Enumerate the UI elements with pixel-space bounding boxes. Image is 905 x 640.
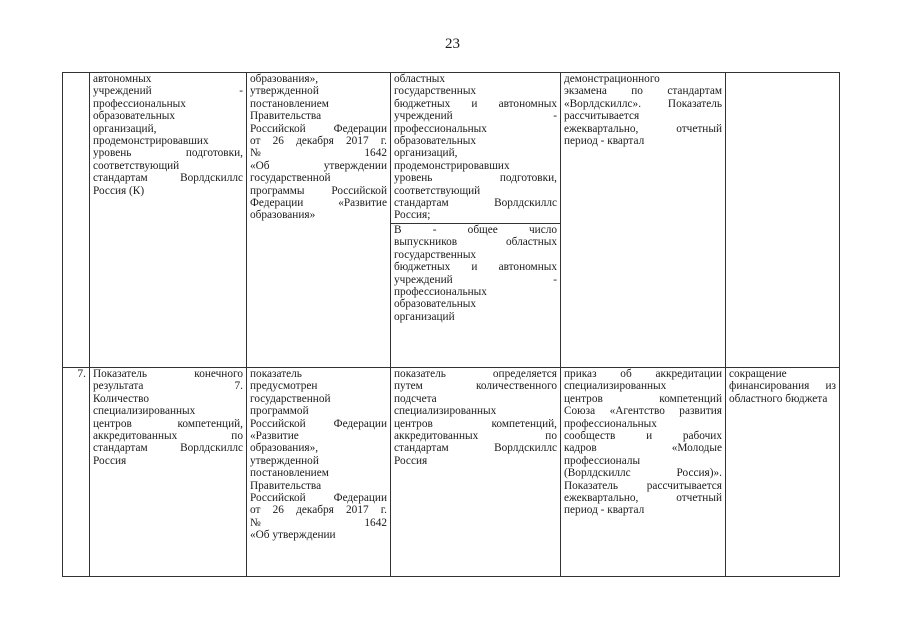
text-line: Российской Федерации (250, 417, 387, 430)
indicator-cell (90, 73, 247, 368)
text-line: постановлением (250, 97, 329, 110)
source-cell (247, 73, 391, 368)
text-line: продемонстрировавших (394, 159, 510, 172)
text-line: показатель (250, 368, 302, 380)
text-line: бюджетных и автономных (394, 261, 557, 274)
table-row (63, 368, 840, 577)
row-number: 7. (63, 368, 90, 577)
text-line: период - квартал (564, 504, 645, 517)
text-line: предусмотрен (250, 380, 318, 393)
text-line: центров компетенций (564, 392, 722, 405)
text-line: учреждений - (394, 273, 557, 286)
method-cell (391, 368, 561, 577)
text-line: Показатель рассчитывается (564, 479, 722, 492)
text-line: экзамена по стандартам (564, 85, 722, 98)
indicators-table (62, 72, 840, 577)
text-line: Россия; (394, 209, 431, 222)
text-line: аккредитованных по (394, 430, 557, 443)
text-line: кадров «Молодые (564, 442, 722, 455)
text-line: Количество (93, 392, 149, 405)
text-line: соответствующий (394, 184, 481, 197)
text-line: Федерации «Развитие (250, 197, 387, 210)
text-line: учреждений - (93, 85, 243, 98)
data-source-cell (561, 368, 726, 577)
text-line: программой (250, 405, 309, 418)
risk-cell (726, 368, 840, 577)
text-line: «Ворлдскиллс». Показатель (564, 97, 722, 110)
text-line: образования» (250, 209, 316, 222)
text-line: стандартам Ворлдскиллс (93, 172, 243, 185)
text-line: образования», (250, 73, 319, 85)
text-line: организаций (394, 310, 455, 323)
text-line: ежеквартально, отчетный (564, 122, 722, 135)
text-line: организаций, (394, 147, 458, 160)
text-line: от 26 декабря 2017 г. (250, 135, 387, 148)
text-line: В - общее число (394, 223, 557, 236)
method-main-text (394, 73, 557, 222)
text-line: профессиональных (564, 417, 657, 430)
text-line: утвержденной (250, 454, 319, 467)
text-line: результата 7. (93, 380, 243, 393)
text-line: Российской Федерации (250, 122, 387, 135)
text-line: учреждений - (394, 110, 557, 123)
text-line: центров компетенций, (93, 417, 243, 430)
text-line: стандартам Ворлдскиллс (394, 197, 557, 210)
text-line: образования», (250, 442, 319, 455)
text-line: образовательных (394, 298, 477, 311)
text-line: Россия (К) (93, 184, 145, 197)
text-line: Показатель конечного (93, 368, 243, 380)
text-line: государственной (250, 172, 331, 185)
method-sub-text (391, 223, 560, 323)
text-line: Российской Федерации (250, 492, 387, 505)
text-line: профессиональных (93, 97, 186, 110)
text-line: «Об утверждении (250, 159, 387, 172)
text-line: уровень подготовки, (394, 172, 557, 185)
text-line: «Об утверждении (250, 529, 336, 542)
text-line: ежеквартально, отчетный (564, 492, 722, 505)
risk-cell (726, 73, 840, 368)
text-line: постановлением (250, 467, 329, 480)
text-line: Правительства (250, 479, 322, 492)
text-line: аккредитованных по (93, 430, 243, 443)
text-line: сообществ и рабочих (564, 430, 722, 443)
text-line: государственных (394, 85, 477, 98)
text-line: бюджетных и автономных (394, 97, 557, 110)
text-line: центров компетенций, (394, 417, 557, 430)
text-line: государственных (394, 248, 477, 261)
text-line: программы Российской (250, 184, 387, 197)
text-line: Россия (93, 454, 127, 467)
text-line: Правительства (250, 110, 322, 123)
text-line: образовательных (93, 110, 176, 123)
text-line: уровень подготовки, (93, 147, 243, 160)
text-line: Союза «Агентство развития (564, 405, 722, 418)
text-line: № 1642 (250, 147, 387, 160)
indicator-cell (90, 368, 247, 577)
text-line: показатель определяется (394, 368, 557, 380)
table-row (63, 73, 840, 368)
text-line: областных (394, 73, 446, 85)
text-line: Россия (394, 454, 428, 467)
text-line: профессиональных (394, 285, 487, 298)
text-line: (Ворлдскиллс Россия)». (564, 467, 722, 480)
text-line: подсчета (394, 392, 437, 405)
data-source-cell (561, 73, 726, 368)
text-line: специализированных (564, 380, 667, 393)
source-cell (247, 368, 391, 577)
text-line: выпускников областных (394, 236, 557, 249)
text-line: продемонстрировавших (93, 135, 209, 148)
text-line: приказ об аккредитации (564, 368, 722, 380)
text-line: рассчитывается (564, 110, 640, 123)
text-line: специализированных (93, 405, 196, 418)
text-line: образовательных (394, 135, 477, 148)
text-line: финансирования из (729, 380, 836, 393)
text-line: «Развитие (250, 430, 299, 443)
text-line: период - квартал (564, 135, 645, 148)
text-line: соответствующий (93, 159, 180, 172)
text-line: утвержденной (250, 85, 319, 98)
text-line: государственной (250, 392, 331, 405)
text-line: демонстрационного (564, 73, 660, 85)
text-line: сокращение (729, 368, 787, 380)
row-number (63, 73, 90, 368)
text-line: профессиональных (394, 122, 487, 135)
method-cell (391, 73, 561, 368)
text-line: организаций, (93, 122, 157, 135)
text-line: № 1642 (250, 516, 387, 529)
text-line: стандартам Ворлдскиллс (394, 442, 557, 455)
text-line: от 26 декабря 2017 г. (250, 504, 387, 517)
text-line: стандартам Ворлдскиллс (93, 442, 243, 455)
text-line: профессионалы (564, 454, 641, 467)
text-line: автономных (93, 73, 152, 85)
text-line: областного бюджета (729, 392, 828, 405)
text-line: путем количественного (394, 380, 557, 393)
text-line: специализированных (394, 405, 497, 418)
page-number: 23 (445, 36, 460, 52)
